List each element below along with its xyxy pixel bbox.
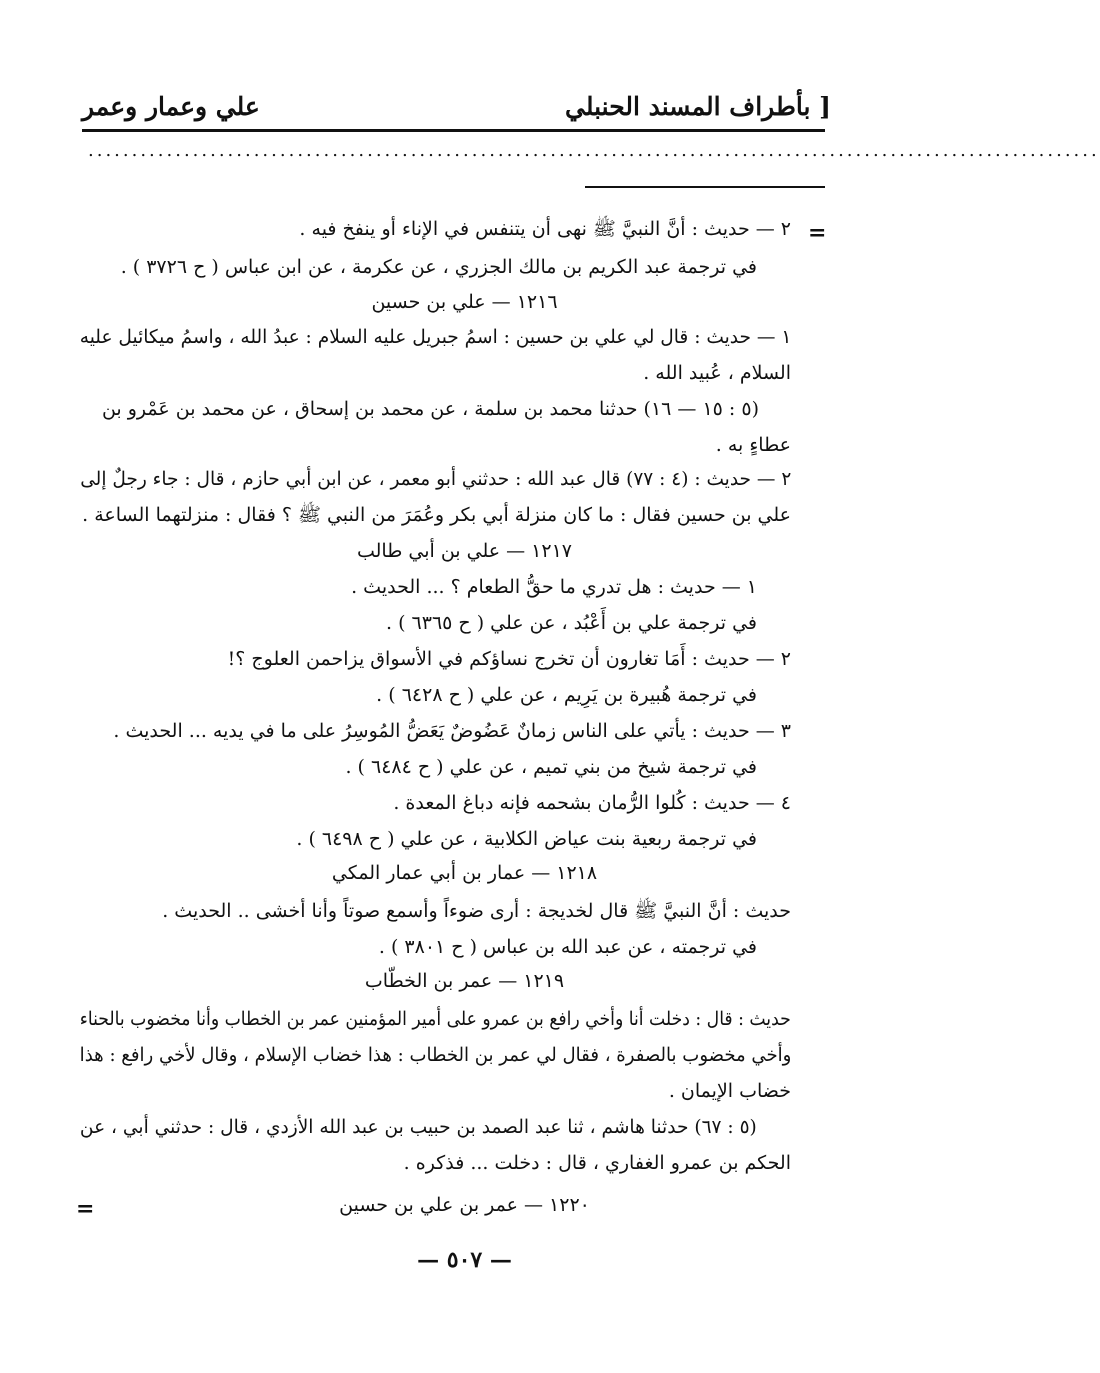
source-line: في ترجمته ، عن عبد الله بن عباس ( ح ٣٨٠١ ) .	[378, 936, 757, 958]
source-line: في ترجمة ربعية بنت عياض الكلابية ، عن علي ( ح ٦٤٩٨ ) .	[296, 828, 757, 850]
continuation-mark-top: =	[808, 220, 827, 246]
source-line: في ترجمة عبد الكريم بن مالك الجزري ، عن عكرمة ، عن ابن عباس ( ح ٣٧٢٦ ) .	[120, 256, 757, 278]
hadith-line: السلام ، عُبيد الله .	[643, 362, 791, 384]
hadith-line: وأخي مخضوب بالصفرة ، فقال لي عمر بن الخطاب : هذا خضاب الإسلام ، وقال لأخي رافع : هذا	[79, 1044, 791, 1066]
hadith-line: ٤ — حديث : كُلوا الرُّمان بشحمه فإنه دباغ المعدة .	[393, 792, 791, 814]
running-header-section-title: علي وعمار وعمر	[82, 92, 260, 121]
hadith-line: حديث : قال : دخلت أنا وأخي رافع بن عمرو على أمير المؤمنين عمر بن الخطاب وأنا مخضوب بالحناء	[79, 1008, 791, 1030]
isnad-line: الحكم بن عمرو الغفاري ، قال : دخلت ... فذكره .	[403, 1152, 791, 1174]
isnad-line: عطاءٍ به .	[715, 434, 791, 456]
source-line: في ترجمة علي بن أَعْبُد ، عن علي ( ح ٦٣٦٥ ) .	[386, 612, 757, 634]
entry-heading-1219: ١٢١٩ — عمر بن الخطّاب	[364, 970, 565, 992]
source-line: في ترجمة شيخ من بني تميم ، عن علي ( ح ٦٤٨٤ ) .	[345, 756, 757, 778]
hadith-line: ١ — حديث : هل تدري ما حقُّ الطعام ؟ ... الحديث .	[351, 576, 757, 598]
entry-heading-1220: ١٢٢٠ — عمر بن علي بن حسين	[339, 1194, 590, 1216]
source-line: في ترجمة هُبيرة بن يَرِيم ، عن علي ( ح ٦٤٢٨ ) .	[376, 684, 757, 706]
page-number: — ٥٠٧ —	[417, 1247, 512, 1273]
isnad-line: (٥ : ١٥ — ١٦) حدثنا محمد بن سلمة ، عن محمد بن إسحاق ، عن محمد بن عَمْرو بن	[101, 398, 759, 420]
hadith-line: حديث : أنَّ النبيَّ ﷺ قال لخديجة : أرى ضوءاً وأسمع صوتاً وأنا أخشى .. الحديث .	[162, 900, 791, 922]
dotted-separator: ....................................................................................................................	[88, 140, 1100, 161]
running-header-book-title: بأطراف المسند الحنبلي ]	[565, 92, 831, 121]
short-rule	[585, 186, 825, 188]
hadith-line: ٢ — حديث : أَمَا تغارون أن تخرج نساؤكم في الأسواق يزاحمن العلوج ؟!	[227, 648, 791, 670]
hadith-line: ١ — حديث : قال لي علي بن حسين : اسمُ جبريل عليه السلام : عبدُ الله ، واسمُ ميكائيل عليه	[79, 326, 791, 348]
hadith-line: خضاب الإيمان .	[668, 1080, 791, 1102]
entry-heading-1216: ١٢١٦ — علي بن حسين	[371, 291, 558, 313]
hadith-line: ٢ — حديث : (٤ : ٧٧) قال عبد الله : حدثني أبو معمر ، عن ابن أبي حازم ، قال : جاء رجلٌ إلى	[79, 468, 791, 490]
continuation-mark-bottom: =	[76, 1196, 95, 1222]
entry-heading-1217: ١٢١٧ — علي بن أبي طالب	[356, 540, 572, 562]
header-rule	[82, 129, 825, 132]
entry-heading-1218: ١٢١٨ — عمار بن أبي عمار المكي	[331, 862, 598, 884]
hadith-line: علي بن حسين فقال : ما كان منزلة أبي بكر وعُمَرَ من النبي ﷺ ؟ فقال : منزلتهما الساعة .	[82, 504, 791, 526]
hadith-line: ٣ — حديث : يأتي على الناس زمانٌ عَضُوضٌ يَعَضُّ المُوسِرُ على ما في يديه ... الحديث .	[113, 720, 791, 742]
hadith-line: ٢ — حديث : أنَّ النبيَّ ﷺ نهى أن يتنفس في الإناء أو ينفخ فيه .	[299, 218, 791, 240]
isnad-line: (٥ : ٦٧) حدثنا هاشم ، ثنا عبد الصمد بن حبيب بن عبد الله الأزدي ، قال : حدثني أبي ، عن	[80, 1116, 757, 1138]
